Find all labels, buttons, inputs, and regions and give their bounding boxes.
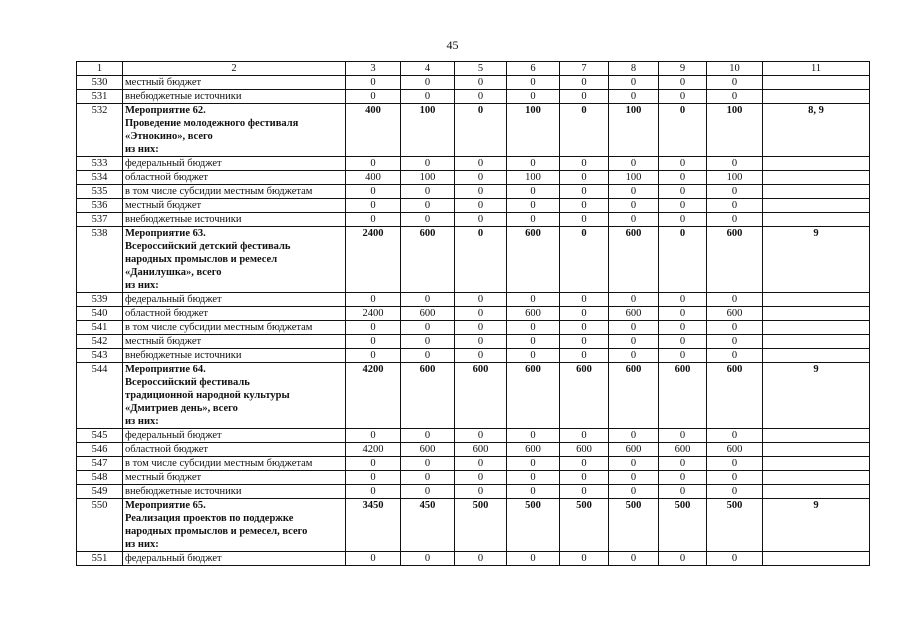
- event-title: [123, 499, 346, 552]
- value-cell: 0: [455, 76, 507, 90]
- value-cell: 0: [707, 293, 763, 307]
- value-cell: 0: [455, 157, 507, 171]
- value-cell: 100: [609, 171, 659, 185]
- row-number: 536: [77, 199, 123, 213]
- value-cell: 0: [609, 185, 659, 199]
- row-number: 530: [77, 76, 123, 90]
- table-row: [77, 429, 870, 443]
- value-cell: 0: [401, 90, 455, 104]
- row-number: 541: [77, 321, 123, 335]
- value-cell: 0: [609, 90, 659, 104]
- value-cell: 0: [560, 349, 609, 363]
- event-title: [123, 227, 346, 293]
- table-row: [77, 199, 870, 213]
- row-number: 544: [77, 363, 123, 429]
- value-cell: 100: [609, 104, 659, 157]
- value-cell: 0: [659, 185, 707, 199]
- value-cell: 0: [455, 213, 507, 227]
- value-cell: 0: [507, 335, 560, 349]
- row-label: местный бюджет: [123, 471, 346, 485]
- event-row: [77, 104, 870, 157]
- table-row: [77, 171, 870, 185]
- column-header: 6: [507, 62, 560, 76]
- value-cell: 0: [346, 199, 401, 213]
- value-cell: 600: [455, 363, 507, 429]
- row-number: 532: [77, 104, 123, 157]
- table-row: [77, 321, 870, 335]
- event-title-line: народных промыслов и ремесел: [125, 254, 278, 265]
- value-cell: 0: [507, 293, 560, 307]
- note-cell: [763, 429, 870, 443]
- row-label: федеральный бюджет: [123, 552, 346, 566]
- value-cell: 0: [707, 457, 763, 471]
- value-cell: 600: [507, 443, 560, 457]
- value-cell: 0: [401, 185, 455, 199]
- value-cell: 600: [659, 443, 707, 457]
- row-number: 546: [77, 443, 123, 457]
- value-cell: 0: [346, 485, 401, 499]
- value-cell: 0: [560, 185, 609, 199]
- event-title-line: «Дмитриев день», всего: [125, 403, 238, 414]
- value-cell: 0: [401, 213, 455, 227]
- value-cell: 600: [560, 443, 609, 457]
- value-cell: 0: [609, 552, 659, 566]
- value-cell: 0: [455, 185, 507, 199]
- note-cell: [763, 321, 870, 335]
- value-cell: 0: [609, 485, 659, 499]
- value-cell: 0: [455, 90, 507, 104]
- value-cell: 0: [560, 157, 609, 171]
- row-number: 543: [77, 349, 123, 363]
- table-row: [77, 157, 870, 171]
- value-cell: 0: [507, 485, 560, 499]
- value-cell: 0: [455, 457, 507, 471]
- value-cell: 4200: [346, 443, 401, 457]
- value-cell: 0: [560, 213, 609, 227]
- value-cell: 600: [707, 363, 763, 429]
- value-cell: 0: [455, 293, 507, 307]
- note-cell: [763, 443, 870, 457]
- value-cell: 600: [401, 307, 455, 321]
- value-cell: 0: [507, 429, 560, 443]
- value-cell: 0: [560, 457, 609, 471]
- value-cell: 0: [346, 90, 401, 104]
- row-label: областной бюджет: [123, 443, 346, 457]
- value-cell: 0: [507, 321, 560, 335]
- table-row: [77, 485, 870, 499]
- value-cell: 0: [401, 199, 455, 213]
- value-cell: 0: [401, 471, 455, 485]
- value-cell: 0: [455, 199, 507, 213]
- event-title-line: из них:: [125, 416, 159, 427]
- row-label: внебюджетные источники: [123, 349, 346, 363]
- table-row: [77, 293, 870, 307]
- value-cell: 0: [609, 471, 659, 485]
- value-cell: 600: [609, 443, 659, 457]
- note-cell: 8, 9: [763, 104, 870, 157]
- value-cell: 600: [707, 443, 763, 457]
- row-label: местный бюджет: [123, 199, 346, 213]
- column-header: 1: [77, 62, 123, 76]
- event-row: [77, 363, 870, 429]
- value-cell: 4200: [346, 363, 401, 429]
- value-cell: 0: [346, 335, 401, 349]
- value-cell: 0: [659, 199, 707, 213]
- event-title: [123, 104, 346, 157]
- value-cell: 0: [455, 171, 507, 185]
- value-cell: 0: [401, 429, 455, 443]
- page-number: 45: [446, 38, 459, 52]
- value-cell: 500: [455, 499, 507, 552]
- value-cell: 0: [609, 157, 659, 171]
- value-cell: 0: [609, 76, 659, 90]
- event-title-line: Всероссийский детский фестиваль: [125, 241, 291, 252]
- value-cell: 2400: [346, 307, 401, 321]
- column-header: 2: [123, 62, 346, 76]
- row-number: 540: [77, 307, 123, 321]
- table-row: [77, 185, 870, 199]
- event-title-line: Проведение молодежного фестиваля: [125, 118, 299, 129]
- value-cell: 0: [659, 213, 707, 227]
- value-cell: 0: [659, 90, 707, 104]
- value-cell: 0: [609, 321, 659, 335]
- event-title-line: традиционной народной культуры: [125, 390, 290, 401]
- value-cell: 0: [609, 349, 659, 363]
- value-cell: 500: [659, 499, 707, 552]
- header-row: [77, 62, 870, 76]
- value-cell: 0: [659, 171, 707, 185]
- value-cell: 0: [707, 76, 763, 90]
- event-title-line: Реализация проектов по поддержке: [125, 513, 294, 524]
- value-cell: 0: [346, 471, 401, 485]
- event-title-line: «Данилушка», всего: [125, 267, 222, 278]
- row-number: 547: [77, 457, 123, 471]
- value-cell: 0: [609, 335, 659, 349]
- value-cell: 0: [609, 199, 659, 213]
- event-title-line: Мероприятие 63.: [125, 228, 206, 239]
- value-cell: 0: [401, 349, 455, 363]
- value-cell: 0: [346, 213, 401, 227]
- row-number: 535: [77, 185, 123, 199]
- value-cell: 0: [560, 199, 609, 213]
- event-row: [77, 227, 870, 293]
- row-label: в том числе субсидии местным бюджетам: [123, 185, 346, 199]
- value-cell: 0: [507, 76, 560, 90]
- note-cell: [763, 157, 870, 171]
- table-row: [77, 76, 870, 90]
- value-cell: 0: [659, 307, 707, 321]
- value-cell: 0: [401, 485, 455, 499]
- value-cell: 0: [455, 429, 507, 443]
- value-cell: 600: [659, 363, 707, 429]
- table-row: [77, 471, 870, 485]
- column-header: 4: [401, 62, 455, 76]
- event-title-line: народных промыслов и ремесел, всего: [125, 526, 308, 537]
- value-cell: 0: [507, 552, 560, 566]
- value-cell: 0: [401, 293, 455, 307]
- row-number: 537: [77, 213, 123, 227]
- value-cell: 600: [609, 227, 659, 293]
- value-cell: 0: [609, 457, 659, 471]
- value-cell: 0: [560, 485, 609, 499]
- row-number: 548: [77, 471, 123, 485]
- value-cell: 0: [401, 335, 455, 349]
- value-cell: 0: [346, 457, 401, 471]
- value-cell: 0: [659, 293, 707, 307]
- value-cell: 600: [401, 227, 455, 293]
- note-cell: [763, 335, 870, 349]
- value-cell: 0: [560, 76, 609, 90]
- event-title-line: Мероприятие 65.: [125, 500, 206, 511]
- value-cell: 600: [707, 227, 763, 293]
- row-label: в том числе субсидии местным бюджетам: [123, 321, 346, 335]
- value-cell: 0: [346, 185, 401, 199]
- value-cell: 500: [609, 499, 659, 552]
- value-cell: 0: [560, 321, 609, 335]
- column-header: 3: [346, 62, 401, 76]
- value-cell: 400: [346, 104, 401, 157]
- table-row: [77, 90, 870, 104]
- table-row: [77, 552, 870, 566]
- value-cell: 3450: [346, 499, 401, 552]
- event-row: [77, 499, 870, 552]
- value-cell: 0: [455, 485, 507, 499]
- table-row: [77, 457, 870, 471]
- note-cell: [763, 171, 870, 185]
- note-cell: 9: [763, 363, 870, 429]
- value-cell: 0: [707, 321, 763, 335]
- row-number: 550: [77, 499, 123, 552]
- value-cell: 100: [401, 171, 455, 185]
- value-cell: 0: [346, 429, 401, 443]
- value-cell: 0: [560, 307, 609, 321]
- row-label: федеральный бюджет: [123, 429, 346, 443]
- value-cell: 0: [659, 349, 707, 363]
- note-cell: 9: [763, 499, 870, 552]
- value-cell: 0: [659, 552, 707, 566]
- value-cell: 0: [560, 335, 609, 349]
- value-cell: 0: [707, 199, 763, 213]
- value-cell: 600: [455, 443, 507, 457]
- value-cell: 0: [401, 552, 455, 566]
- column-header: 11: [763, 62, 870, 76]
- value-cell: 0: [507, 90, 560, 104]
- value-cell: 0: [346, 349, 401, 363]
- note-cell: [763, 457, 870, 471]
- event-title-line: «Этнокино», всего: [125, 131, 213, 142]
- value-cell: 600: [609, 363, 659, 429]
- row-number: 539: [77, 293, 123, 307]
- row-label: внебюджетные источники: [123, 485, 346, 499]
- value-cell: 0: [659, 76, 707, 90]
- value-cell: 0: [659, 227, 707, 293]
- row-number: 545: [77, 429, 123, 443]
- value-cell: 0: [560, 90, 609, 104]
- value-cell: 0: [401, 76, 455, 90]
- value-cell: 0: [455, 471, 507, 485]
- value-cell: 0: [507, 471, 560, 485]
- row-number: 531: [77, 90, 123, 104]
- note-cell: [763, 485, 870, 499]
- value-cell: 0: [707, 90, 763, 104]
- value-cell: 0: [609, 213, 659, 227]
- value-cell: 100: [707, 104, 763, 157]
- value-cell: 0: [659, 157, 707, 171]
- value-cell: 600: [609, 307, 659, 321]
- value-cell: 0: [507, 157, 560, 171]
- value-cell: 0: [707, 335, 763, 349]
- table-row: [77, 443, 870, 457]
- value-cell: 0: [659, 321, 707, 335]
- row-label: внебюджетные источники: [123, 90, 346, 104]
- event-title-line: Всероссийский фестиваль: [125, 377, 250, 388]
- event-title-line: из них:: [125, 144, 159, 155]
- note-cell: [763, 185, 870, 199]
- column-header: 7: [560, 62, 609, 76]
- value-cell: 0: [346, 293, 401, 307]
- value-cell: 2400: [346, 227, 401, 293]
- value-cell: 0: [507, 185, 560, 199]
- note-cell: [763, 471, 870, 485]
- budget-table: [76, 61, 870, 566]
- value-cell: 0: [507, 457, 560, 471]
- note-cell: [763, 307, 870, 321]
- value-cell: 0: [659, 457, 707, 471]
- row-number: 538: [77, 227, 123, 293]
- value-cell: 0: [609, 293, 659, 307]
- value-cell: 0: [560, 293, 609, 307]
- value-cell: 0: [455, 104, 507, 157]
- value-cell: 0: [609, 429, 659, 443]
- value-cell: 0: [560, 471, 609, 485]
- row-label: областной бюджет: [123, 307, 346, 321]
- value-cell: 500: [560, 499, 609, 552]
- value-cell: 500: [507, 499, 560, 552]
- row-number: 533: [77, 157, 123, 171]
- column-header: 10: [707, 62, 763, 76]
- event-title-line: из них:: [125, 280, 159, 291]
- event-title-line: Мероприятие 64.: [125, 364, 206, 375]
- value-cell: 0: [455, 335, 507, 349]
- row-label: в том числе субсидии местным бюджетам: [123, 457, 346, 471]
- note-cell: 9: [763, 227, 870, 293]
- value-cell: 0: [507, 199, 560, 213]
- value-cell: 0: [707, 552, 763, 566]
- value-cell: 600: [507, 227, 560, 293]
- value-cell: 0: [659, 429, 707, 443]
- value-cell: 0: [560, 552, 609, 566]
- row-number: 549: [77, 485, 123, 499]
- event-title-line: Мероприятие 62.: [125, 105, 206, 116]
- row-label: федеральный бюджет: [123, 157, 346, 171]
- row-number: 551: [77, 552, 123, 566]
- value-cell: 100: [507, 171, 560, 185]
- event-title-line: из них:: [125, 539, 159, 550]
- value-cell: 0: [455, 321, 507, 335]
- event-title: [123, 363, 346, 429]
- value-cell: 0: [659, 104, 707, 157]
- note-cell: [763, 76, 870, 90]
- value-cell: 0: [659, 335, 707, 349]
- value-cell: 0: [346, 321, 401, 335]
- value-cell: 0: [507, 213, 560, 227]
- value-cell: 600: [707, 307, 763, 321]
- value-cell: 0: [455, 307, 507, 321]
- value-cell: 450: [401, 499, 455, 552]
- value-cell: 600: [401, 363, 455, 429]
- value-cell: 600: [401, 443, 455, 457]
- note-cell: [763, 349, 870, 363]
- note-cell: [763, 199, 870, 213]
- row-number: 542: [77, 335, 123, 349]
- value-cell: 0: [560, 104, 609, 157]
- value-cell: 0: [560, 171, 609, 185]
- value-cell: 500: [707, 499, 763, 552]
- value-cell: 0: [707, 485, 763, 499]
- value-cell: 0: [507, 349, 560, 363]
- table-body: [77, 62, 870, 566]
- column-header: 9: [659, 62, 707, 76]
- value-cell: 0: [455, 227, 507, 293]
- row-label: областной бюджет: [123, 171, 346, 185]
- note-cell: [763, 90, 870, 104]
- note-cell: [763, 293, 870, 307]
- row-label: внебюджетные источники: [123, 213, 346, 227]
- value-cell: 0: [455, 552, 507, 566]
- value-cell: 0: [659, 471, 707, 485]
- value-cell: 600: [507, 307, 560, 321]
- value-cell: 0: [707, 471, 763, 485]
- column-header: 8: [609, 62, 659, 76]
- note-cell: [763, 213, 870, 227]
- value-cell: 0: [401, 157, 455, 171]
- table-row: [77, 213, 870, 227]
- value-cell: 100: [507, 104, 560, 157]
- value-cell: 0: [560, 429, 609, 443]
- value-cell: 400: [346, 171, 401, 185]
- value-cell: 100: [707, 171, 763, 185]
- value-cell: 0: [659, 485, 707, 499]
- value-cell: 600: [507, 363, 560, 429]
- table-row: [77, 335, 870, 349]
- row-label: местный бюджет: [123, 335, 346, 349]
- value-cell: 600: [560, 363, 609, 429]
- value-cell: 0: [707, 157, 763, 171]
- row-label: местный бюджет: [123, 76, 346, 90]
- value-cell: 100: [401, 104, 455, 157]
- table-row: [77, 349, 870, 363]
- value-cell: 0: [346, 76, 401, 90]
- value-cell: 0: [707, 213, 763, 227]
- value-cell: 0: [401, 457, 455, 471]
- value-cell: 0: [455, 349, 507, 363]
- value-cell: 0: [346, 552, 401, 566]
- table-row: [77, 307, 870, 321]
- value-cell: 0: [707, 185, 763, 199]
- row-label: федеральный бюджет: [123, 293, 346, 307]
- value-cell: 0: [401, 321, 455, 335]
- value-cell: 0: [560, 227, 609, 293]
- value-cell: 0: [346, 157, 401, 171]
- value-cell: 0: [707, 429, 763, 443]
- note-cell: [763, 552, 870, 566]
- row-number: 534: [77, 171, 123, 185]
- column-header: 5: [455, 62, 507, 76]
- value-cell: 0: [707, 349, 763, 363]
